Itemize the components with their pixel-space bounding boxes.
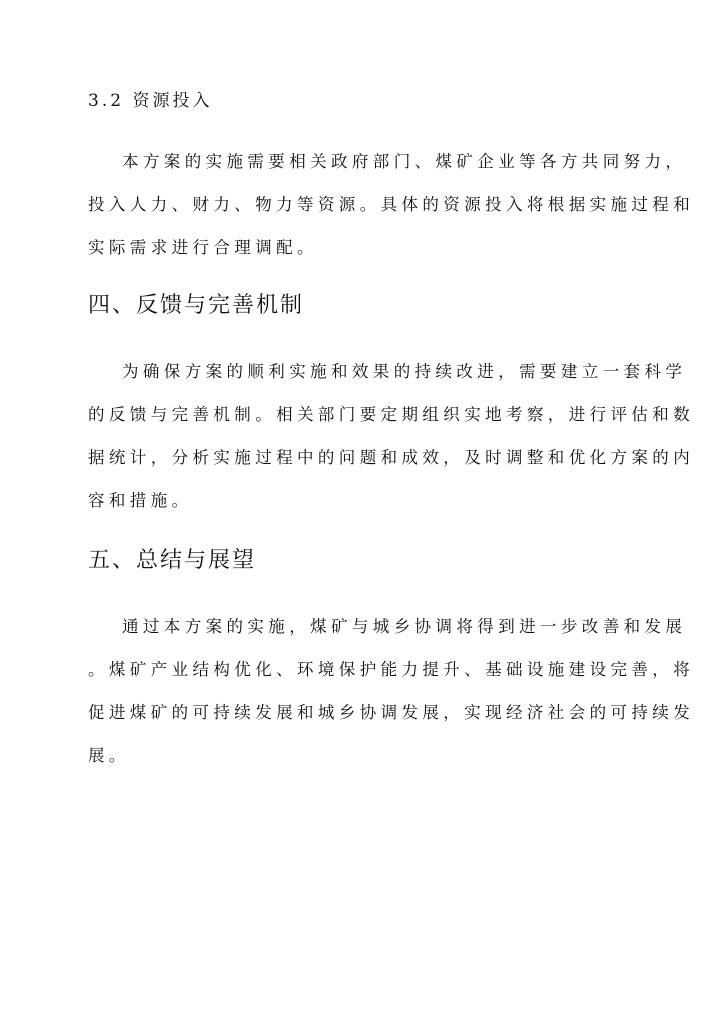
section-5-line-2: 。煤矿产业结构优化、环境保护能力提升、基础设施建设完善，将 <box>88 660 695 679</box>
section-4-line-4: 容和措施。 <box>88 491 193 510</box>
section-4-line-3: 据统计，分析实施过程中的问题和成效，及时调整和优化方案的内 <box>88 448 695 467</box>
section-3-2-line-3: 实际需求进行合理调配。 <box>88 238 318 257</box>
section-4-line-1: 为确保方案的顺利实施和效果的持续改进，需要建立一套科学 <box>122 362 687 381</box>
section-3-2-line-1: 本方案的实施需要相关政府部门、煤矿企业等各方共同努力， <box>122 152 687 171</box>
section-5-line-4: 展。 <box>88 746 130 765</box>
section-5-heading: 五、总结与展望 <box>88 548 257 573</box>
section-4-line-2: 的反馈与完善机制。相关部门要定期组织实地考察，进行评估和数 <box>88 405 695 424</box>
section-5-line-3: 促进煤矿的可持续发展和城乡协调发展，实现经济社会的可持续发 <box>88 703 695 722</box>
section-5-line-1: 通过本方案的实施，煤矿与城乡协调将得到进一步改善和发展 <box>122 617 687 636</box>
section-3-2-title: 3.2 资源投入 <box>88 91 213 111</box>
section-4-heading: 四、反馈与完善机制 <box>88 293 305 318</box>
section-3-2-line-2: 投入人力、财力、物力等资源。具体的资源投入将根据实施过程和 <box>88 195 695 214</box>
